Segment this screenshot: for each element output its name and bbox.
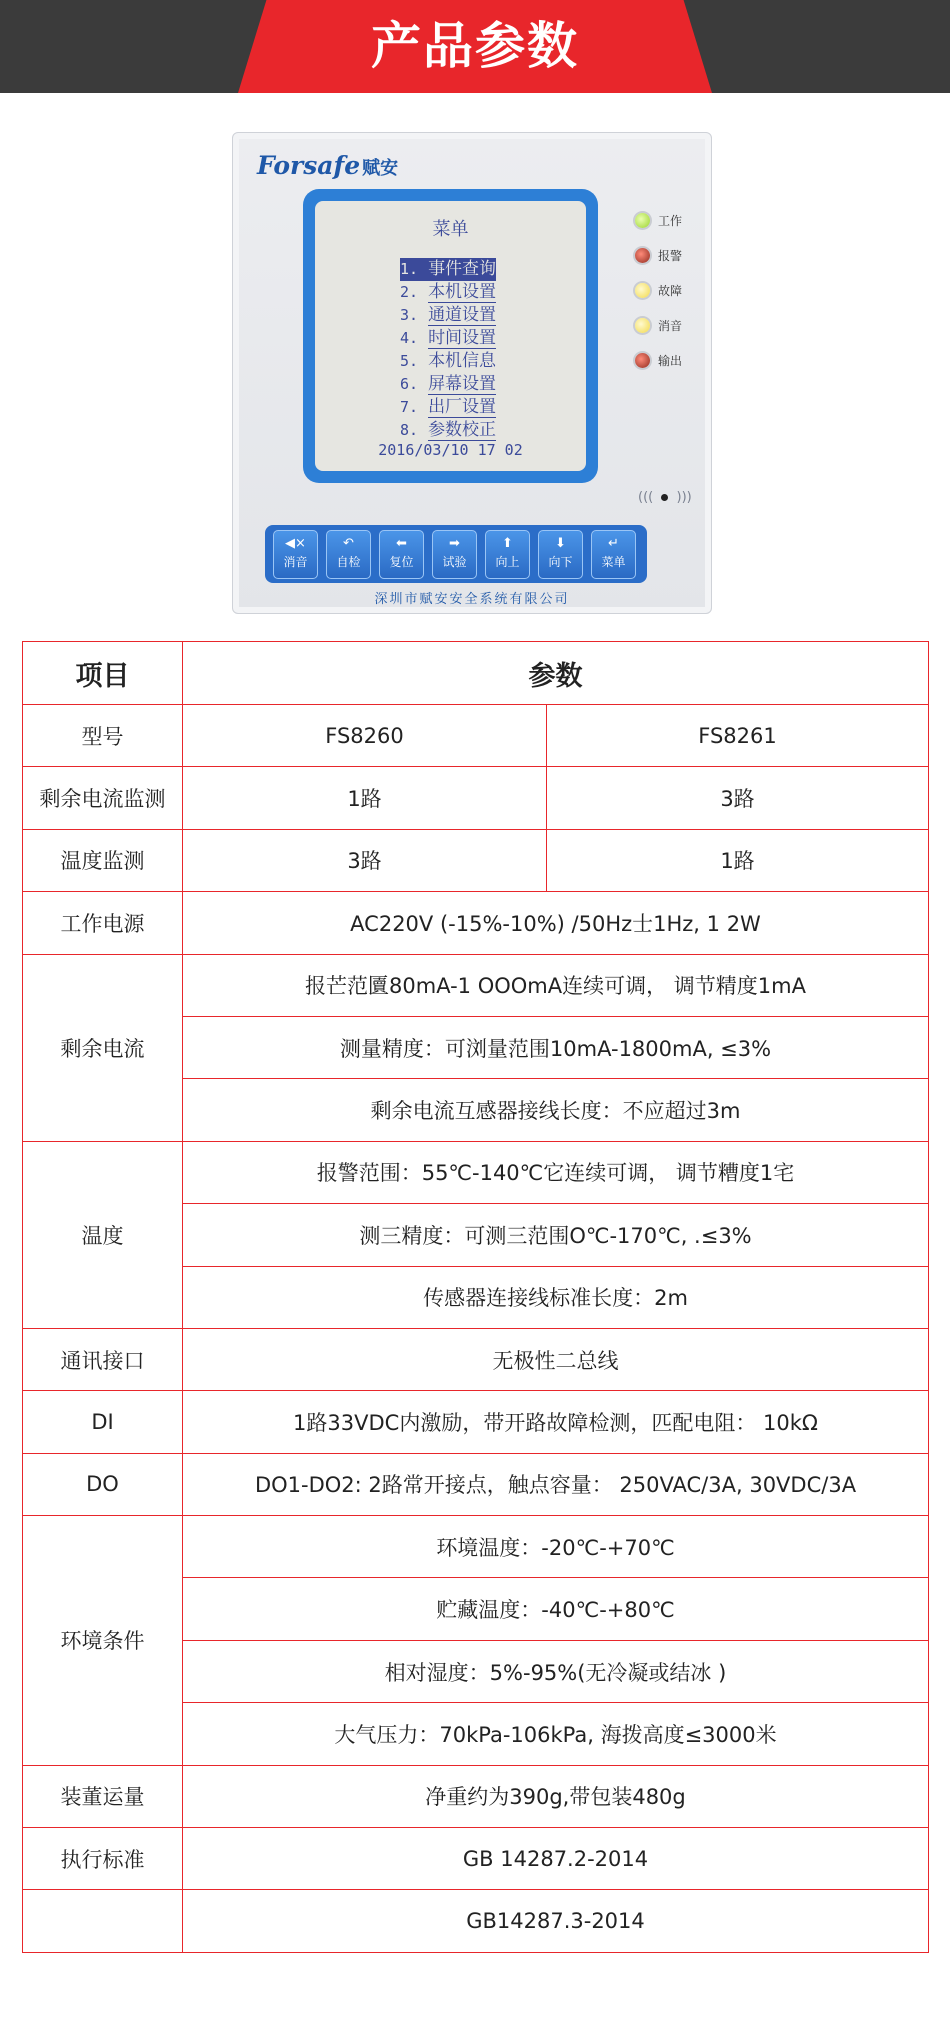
menu-item — [400, 419, 496, 442]
led-row — [635, 273, 682, 308]
cell-value: 传感器连接线标准长度：2m — [183, 1266, 929, 1328]
key-reset — [379, 530, 424, 579]
table-row — [23, 705, 929, 767]
menu-item — [400, 350, 496, 373]
cell-value: AC220V (-15%-10%) /50Hz士1Hz, 1 2W — [183, 892, 929, 954]
key-label: 自检 — [336, 555, 361, 569]
cell-value: 报芒范匵80mA-1 OOOmA连续可调， 调节精度1mA — [183, 954, 929, 1016]
cell-value: 贮藏温度：-40℃-+80℃ — [183, 1578, 929, 1640]
table-row — [23, 829, 929, 891]
menu-item-label: 通道设置 — [428, 305, 497, 325]
cell-value: DO1-DO2: 2路常开接点，触点容量： 250VAC/3A, 30VDC/3A — [183, 1453, 929, 1515]
ir-sensor-icon — [638, 490, 692, 505]
row-label: DO — [23, 1453, 183, 1515]
led-row — [635, 308, 682, 343]
cell-value: 1路 — [183, 767, 547, 829]
menu-item-label: 事件查询 — [428, 259, 497, 279]
return-icon: ↶ — [343, 536, 354, 551]
cell-value: 3路 — [183, 829, 547, 891]
cell-value: 1路 — [547, 829, 929, 891]
cell-value: 无极性二总线 — [183, 1328, 929, 1390]
table-row — [23, 1765, 929, 1827]
cell-value: FS8261 — [547, 705, 929, 767]
brand-logo — [257, 151, 398, 180]
cell-value: 测量精度：可浏量范围10mA-1800mA, ≤3% — [183, 1016, 929, 1078]
table-row — [23, 1328, 929, 1390]
table-row — [23, 767, 929, 829]
indicator-leds — [635, 203, 682, 378]
led-work-icon — [635, 213, 650, 228]
key-label: 复位 — [389, 555, 414, 569]
spec-table — [22, 641, 929, 1953]
brand-name: Forsafe — [257, 151, 361, 180]
menu-item-num: 7. — [400, 398, 419, 416]
menu-item-label: 时间设置 — [428, 328, 497, 348]
row-label — [23, 1890, 183, 1952]
key-mute — [273, 530, 318, 579]
banner-title: 产品参数 — [371, 17, 579, 75]
menu-item-num: 5. — [400, 352, 419, 370]
led-label: 报警 — [658, 249, 683, 263]
lcd-screen — [315, 201, 586, 471]
menu-item — [400, 396, 496, 419]
led-label: 输出 — [658, 354, 683, 368]
table-row — [23, 1453, 929, 1515]
row-label: 通讯接口 — [23, 1328, 183, 1390]
row-label: 工作电源 — [23, 892, 183, 954]
key-menu — [591, 530, 636, 579]
table-header-row — [23, 642, 929, 705]
keypad — [265, 525, 647, 583]
key-selftest — [326, 530, 371, 579]
led-label: 消音 — [658, 319, 683, 333]
led-row — [635, 203, 682, 238]
key-label: 向下 — [548, 555, 573, 569]
ir-wave-right: ))) — [672, 490, 692, 505]
arrow-left-icon: ⬅ — [396, 536, 407, 551]
cell-value: 1路33VDC内激励，带开路故障检测，匹配电阻： 10kΩ — [183, 1391, 929, 1453]
menu-item-num: 8. — [400, 421, 419, 439]
brand-name-cn: 赋安 — [362, 158, 399, 179]
header-param: 参数 — [183, 642, 929, 705]
led-fault-icon — [635, 283, 650, 298]
led-row — [635, 238, 682, 273]
key-test — [432, 530, 477, 579]
menu-item-label: 出厂设置 — [428, 397, 497, 417]
led-row — [635, 343, 682, 378]
header-item: 项目 — [23, 642, 183, 705]
screen-datetime: 2016/03/10 17 02 — [378, 441, 523, 459]
cell-value: 净重约为390g,带包装480g — [183, 1765, 929, 1827]
ir-dot — [661, 494, 668, 501]
row-label: 温度 — [23, 1141, 183, 1328]
lcd-frame — [303, 189, 598, 483]
cell-value: 测三精度：可测三范围O℃-170℃, .≤3% — [183, 1204, 929, 1266]
key-down — [538, 530, 583, 579]
screen-menu — [400, 258, 496, 442]
led-alarm-icon — [635, 248, 650, 263]
ir-wave-left: ((( — [638, 490, 658, 505]
table-row — [23, 1828, 929, 1890]
menu-item-label: 本机信息 — [428, 351, 497, 371]
led-label: 工作 — [658, 214, 683, 228]
menu-item — [400, 304, 496, 327]
key-label: 向上 — [495, 555, 520, 569]
menu-item-label: 屏幕设置 — [428, 374, 497, 394]
row-label: 环境条件 — [23, 1516, 183, 1766]
row-label: 执行标准 — [23, 1828, 183, 1890]
mute-icon: ◀× — [285, 536, 306, 551]
arrow-down-icon: ⬇ — [555, 536, 566, 551]
cell-value: 剩余电流互感器接线长度：不应超过3m — [183, 1079, 929, 1141]
row-label: 装董运量 — [23, 1765, 183, 1827]
arrow-right-icon: ➡ — [449, 536, 460, 551]
cell-value: 报警范围：55℃-140℃它连续可调， 调节糟度1宅 — [183, 1141, 929, 1203]
device-panel-image — [232, 132, 712, 614]
cell-value: 环境温度：-20℃-+70℃ — [183, 1516, 929, 1578]
company-name: 深圳市赋安安全系统有限公司 — [374, 592, 570, 607]
table-row — [23, 1141, 929, 1203]
table-row — [23, 1890, 929, 1952]
cell-value: 大气压力：70kPa-106kPa, 海拨高度≤3000米 — [183, 1703, 929, 1765]
menu-item — [400, 258, 496, 281]
menu-item-num: 6. — [400, 375, 419, 393]
table-row — [23, 954, 929, 1016]
menu-item-label: 本机设置 — [428, 282, 497, 302]
cell-value: FS8260 — [183, 705, 547, 767]
row-label: DI — [23, 1391, 183, 1453]
menu-item — [400, 373, 496, 396]
menu-item-num: 3. — [400, 306, 419, 324]
cell-value: 相对湿度：5%-95%(无冷凝或结冰 ) — [183, 1640, 929, 1702]
row-label: 温度监测 — [23, 829, 183, 891]
menu-item — [400, 327, 496, 350]
key-label: 消音 — [283, 555, 308, 569]
enter-icon: ↵ — [608, 536, 619, 551]
row-label: 型号 — [23, 705, 183, 767]
cell-value: GB14287.3-2014 — [183, 1890, 929, 1952]
menu-item-label: 参数校正 — [428, 420, 497, 440]
key-label: 菜单 — [601, 555, 626, 569]
cell-value: GB 14287.2-2014 — [183, 1828, 929, 1890]
screen-title: 菜单 — [432, 219, 469, 240]
led-label: 故障 — [658, 284, 683, 298]
table-row — [23, 892, 929, 954]
led-output-icon — [635, 353, 650, 368]
led-silence-icon — [635, 318, 650, 333]
cell-value: 3路 — [547, 767, 929, 829]
menu-item-num: 1. — [400, 260, 419, 278]
row-label: 剩余电流 — [23, 954, 183, 1141]
key-up — [485, 530, 530, 579]
key-label: 试验 — [442, 555, 467, 569]
row-label: 剩余电流监测 — [23, 767, 183, 829]
menu-item-num: 2. — [400, 283, 419, 301]
table-row — [23, 1391, 929, 1453]
menu-item — [400, 281, 496, 304]
table-row — [23, 1516, 929, 1578]
arrow-up-icon: ⬆ — [502, 536, 513, 551]
banner — [0, 0, 950, 93]
menu-item-num: 4. — [400, 329, 419, 347]
